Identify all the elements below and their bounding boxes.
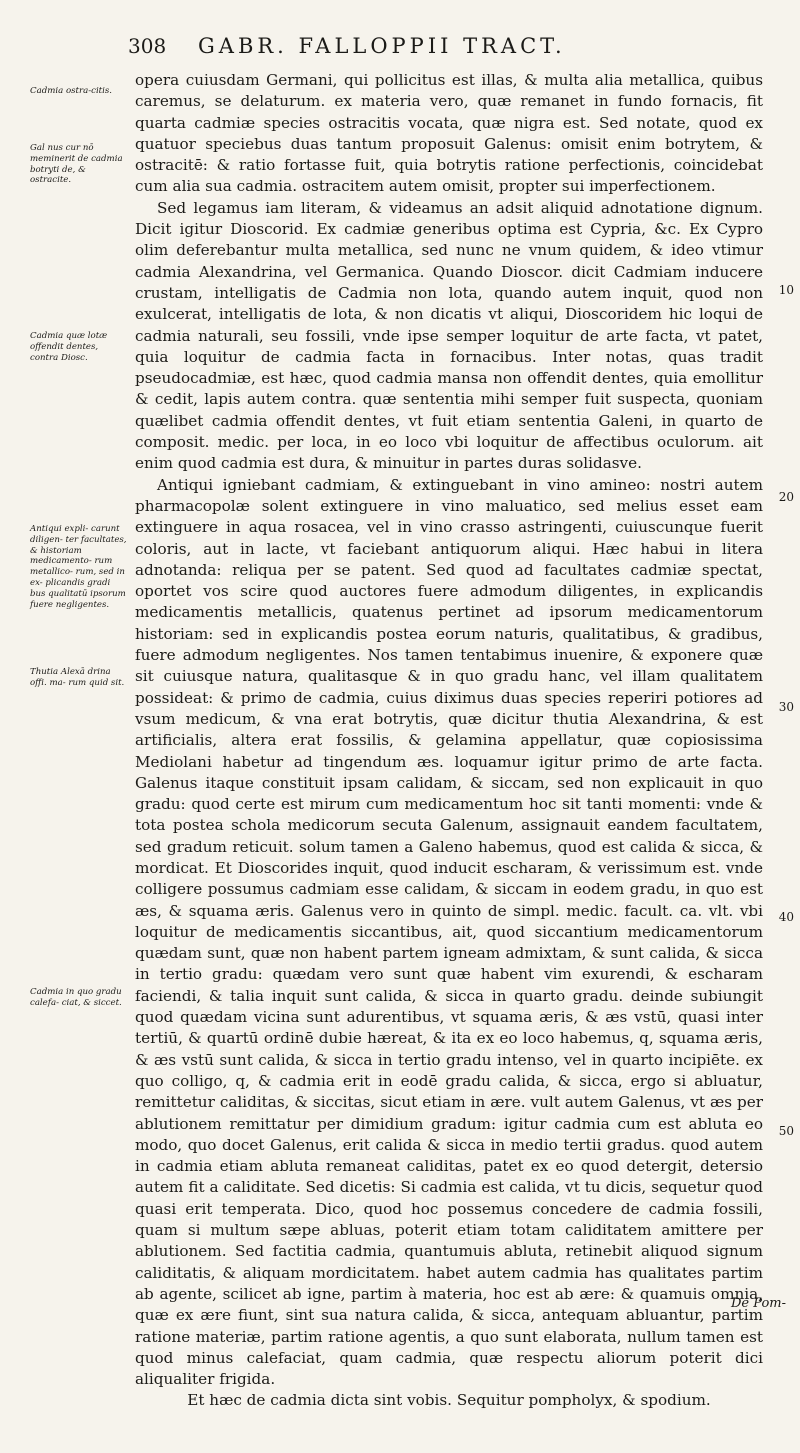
line-number: 20 (778, 490, 794, 504)
closing-paragraph: Et hæc de cadmia dicta sint vobis. Sequitur pompholyx, & spodium. (187, 1391, 711, 1410)
page-header (120, 34, 680, 68)
margin-note: Cadmia ostra-citis. (30, 86, 113, 96)
page-number: 308 (128, 34, 167, 58)
line-number: 30 (778, 700, 794, 714)
line-number: 10 (778, 283, 794, 297)
margin-note: Gal nus cur nō meminerit de cadmia botryti de, & ostracite. (30, 143, 123, 186)
paragraph: Antiqui igniebant cadmiam, & extinguebant in vino amineo: nostri autem pharmacopolæ solent extinguere in vino maluatico, sed melius esset eam extinguere in aqua rosacea, vel in vino crasso astringenti, cuiuscunque fuerit coloris, aut in lacte, vt faciebant antiquorum aliqui. Hæc habui in litera adnotanda: reliqua per se patent. Sed quod ad facultates cadmiæ spectat, oportet vos scire quod auctores fuere admodum diligentes, in explicandis medicamentis metallicis, quatenus pertinet ad ipsorum medicamentorum historiam: sed in explicandis postea eorum naturis, qualitatibus, & gradibus, fuere admodum negligentes. Nos tamen tentabimus inuenire, & exponere quæ sit cuiusque natura, qualitasque & in quo gradu hanc, vel illam qualitatem possideat: & primo de cadmia, cuius diximus duas species reperiri potiores ad vsum medicum, & vna erat botrytis, quæ dicitur thutia Alexandrina, & est artificialis, altera erat fossilis, & gelamina appellatur, quæ copiosissima Mediolani habetur ad tingendum æs. loquamur igitur primo de arte facta. Galenus itaque constituit ipsam calidam, & siccam, sed non explicauit in quo gradu: quod certe est mirum cum medicamentum hoc sit tanti momenti: vnde & tota postea schola medicorum secuta Galenum, assignauit eandem facultatem, sed gradum reticuit. solum tamen a Galeno habemus, quod est calida & sicca, & mordicat. Et Dioscorides inquit, quod inducit escharam, & verissimum est. vnde colligere possumus cadmiam esse calidam, & siccam in eodem gradu, in quo est æs, & squama æris. Galenus vero in quinto de simpl. medic. facult. ca. vlt. vbi loquitur de medicamentis siccantibus, ait, quod siccantium medicamentorum quædam sunt, quæ non habent partem igneam admixtam, & sunt calida, & sicca in tertio gradu: quædam vero sunt quæ habent vim exurendi, & escharam faciendi, & talia inquit sunt calida, & sicca in quarto gradu. deinde subiungit quod quædam vicina sunt adurentibus, vt squama æris, & æs vstū, quasi inter tertiū, & quartū ordinē dubie hæreat, & ita ex eo loco habemus, q, squama æris, & æs vstū sunt calida, & sicca in tertio gradu intenso, vel in quarto incipiēte. ex quo colligo, q, & cadmia erit in eodē gradu calida, & sicca, ergo si abluatur, remittetur caliditas, & siccitas, sicut etiam in ære. vult autem Galenus, vt æs per ablutionem remittatur per dimidium gradum: igitur cadmia cum est abluta eo modo, quo docet Galenus, erit calida & sicca in medio tertii gradus. quod autem in cadmia etiam abluta remaneat caliditas, patet ex eo quod detergit, detersio autem fit a caliditate. Sed dicetis: Si cadmia est calida, vt tu dicis, sequetur quod quasi erit temperata. Dico, quod hoc possemus concedere de cadmia fossili, quam si multum sæpe abluas, poterit etiam totam caliditatem amittere per ablutionem. Sed factitia cadmia, quantumuis abluta, retinebit aliquod signum caliditatis, & aliquam mordicitatem. habet autem cadmia has qualitates partim ab agente, scilicet ab igne, partim à materia, hoc est ab ære: & quamuis omnia, quæ ex ære fiunt, sint sua natura calida, & sicca, antequam abluantur, partim ratione materiæ, partim ratione agentis, a quo sunt elaborata, nullum tamen est quod minus calefaciat, quam cadmia, quæ respectu aliorum poterit dici aliqualiter frigida. (135, 475, 763, 1389)
paragraph: opera cuiusdam Germani, qui pollicitus est illas, & multa alia metallica, quibus caremus, se delaturum. ex materia vero, quæ remanet in fundo fornacis, fit quarta cadmiæ species ostracitis vocata, quæ nigra est. Sed notate, quod ex quatuor speciebus duas tantum proposuit Galenus: omisit enim botrytem, & ostracitē: & ratio fortasse fuit, quia botrytis ratione perfectionis, coincidebat cum alia sua cadmia. ostracitem autem omisit, propter sui imperfectionem. (135, 71, 763, 196)
line-number: 50 (778, 1124, 794, 1138)
paragraph: Sed legamus iam literam, & videamus an adsit aliquid adnotatione dignum. Dicit igitur Dioscorid. Ex cadmiæ generibus optima est Cypria, &c. Ex Cypro olim deferebantur multa metallica, sed nunc ne vnum quidem, & ideo vtimur cadmia Alexandrina, vel Germanica. Quando Dioscor. dicit Cadmiam inducere crustam, intelligatis de Cadmia non lota, quando autem inquit, quod non exulcerat, intelligatis de lota, & non dicatis vt aliqui, Dioscoridem hic loqui de cadmia naturali, seu fossili, vnde ipse semper loquitur de arte facta, vt patet, quia loquitur de cadmia facta in fornacibus. Inter notas, quas tradit pseudocadmiæ, est hæc, quod cadmia mansa non offendit dentes, quia emollitur & cedit, lapis autem contra. quæ sententia mihi semper fuit suspecta, quoniam quælibet cadmia offendit dentes, vt fuit etiam sententia Galeni, in quarto de composit. medic. per loca, in eo loco vbi loquitur de affectibus oculorum. ait enim quod cadmia est dura, & minuitur in partes duras solidasve. (135, 198, 763, 473)
margin-note: Cadmia in quo gradu calefa- ciat, & siccet. (30, 987, 122, 1008)
catchword: De Pom- (730, 1296, 786, 1311)
margin-note: Thutia Alexā drina offi. ma- rum quid sit. (30, 667, 125, 688)
running-title: GABR. FALLOPPII TRACT. (198, 34, 566, 58)
body-text (135, 70, 763, 1412)
margin-note: Cadmia quæ lotæ offendit dentes, contra Diosc. (30, 331, 108, 363)
line-number: 40 (778, 910, 794, 924)
margin-note: Antiqui expli- carunt diligen- ter facultates, & historiam medicamento- rum metallico- rum, sed in ex- plicandis gradi bus qualitatū ipsorum fuere negligentes. (30, 524, 127, 610)
